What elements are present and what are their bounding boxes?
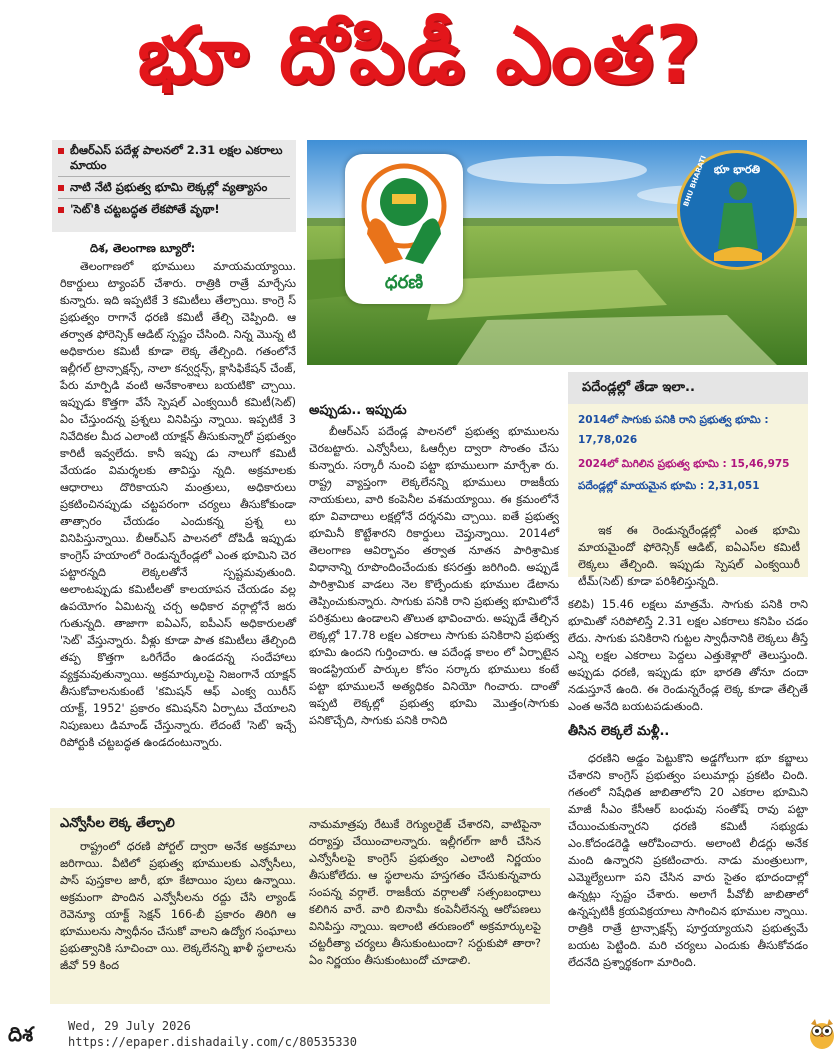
bullet-icon xyxy=(58,148,64,154)
highlight-item: బీఆర్ఎస్ పదేళ్ల పాలనలో 2.31 లక్షల ఎకరాలు మాయం xyxy=(58,143,290,173)
column-2 xyxy=(309,402,559,729)
stat-item: పదేండ్లల్లో మాయమైన భూమి : 2,31,051 xyxy=(578,480,760,492)
byline: దిశ, తెలంగాణ బ్యూరో: xyxy=(90,241,196,255)
stat-item: 2024లో మిగిలిన ప్రభుత్వ భూమి : 15,46,975 xyxy=(578,458,790,470)
bullet-icon xyxy=(58,185,64,191)
article-text: కలిపి) 15.46 లక్షలు మాత్రమే. సాగుకు పనికి రాని భూమితో సరిపోలిస్తే 2.31 లక్షల ఎకరాలు కనిపిం చడం లేదు. సాగుకు పనికిరాని గుట్టల స్వాధీనానికి లెక్కలు తీస్తే ఎన్ని లక్షల ఎకరాలు పెద్దలు ఎత్తుకెళ్లారో తెలుస్తుంది. అప్పుడు ధరణి, ఇప్పుడు భూ భారతి తోనూ దందా నడుస్తూనే ఉంది. ఈ రెండున్నరేండ్ల లెక్క కూడా తేల్చితే ఎంత అనేది బయటపడుతుంది. xyxy=(568,598,808,713)
dharani-label: ధరణి xyxy=(384,272,424,293)
footer-date: Wed, 29 July 2026 xyxy=(68,1019,191,1033)
article-text: ధరణిని అడ్డం పెట్టుకొని అడ్డగోలుగా భూ కబ్జాలు చేశారని కాంగ్రెస్ ప్రభుత్వం పలుమార్లు ప్రకటిం చింది. గతంలో నిషేధిత జాబితాలోని 20 ఎకరాల భూమిని మాజీ సీఎం కేసీఆర్ బంధువు సంతోష్ రావు పట్టా చేయించుకున్నారని ధరణి కమిటీ సభ్యుడు ఎం.కోదండరెడ్డి ఆరోపించారు. అలాంటి లీడర్లు అనేక మంది ఉన్నారని ప్రకటించారు. నాడు మంత్రులుగా, ఎమ్మెల్యేలుగా పని చేసిన వారు సైతం భూదందాల్లో ఉన్నట్లు స్పష్టం చేశారు. అలాగే పీవోబీ జాబితాలో ఉన్నప్పటికీ క్రయవిక్రయాలు సాగించిన భూముల న్నాయి. రాత్రికి రాత్రే ట్రాన్సాక్షన్స్ పూర్తయ్యాయని ప్రభుత్వమే బయట పెట్టింది. మరి చర్యలు ఎందుకు తీసుకోవడం లేదనేది ప్రశ్నార్థకంగా మారింది. xyxy=(568,752,808,969)
highlight-item: నాటి నేటి ప్రభుత్వ భూమి లెక్కల్లో వ్యత్యాసం xyxy=(58,176,290,195)
bhubharati-top-text: భూ భారతి xyxy=(713,163,761,176)
bottom-column-1: రాష్ట్రంలో ధరణి పోర్టల్ ద్వారా అనేక అక్రమాలు జరిగాయి. వీటిలో ప్రభుత్వ భూములకు ఎన్వోసీలు, పాస్ పుస్తకాల జారీ, భూ కేటాయిం పులు ఉన్నాయి. అక్రమంగా పొందిన ఎన్వోసీలను రద్దు చేసి ల్యాండ్ రెవెన్యూ యాక్ట్ సెక్షన్ 166-బీ ప్రకారం తిరిగి ఆ భూములను స్వాధీనం చేసుకో వాలని ఉద్యోగ సంఘాలు ప్రభుత్వానికి సూచించా యి. లెక్కలేనన్ని ఖాళీ స్థలాలను జీవో 59 కింద xyxy=(60,840,296,972)
footer-url[interactable]: https://epaper.dishadaily.com/c/80535330 xyxy=(68,1035,357,1049)
article-text: బీఆర్ఎస్ పదేండ్ల పాలనలో ప్రభుత్వ భూములను చెరబట్టారు. ఎన్వోసీలు, ఓఆర్సీల ద్వారా సొంతం చేసు కున్నారు. సర్కారీ నుంచి పట్టా భూములుగా మార్చేశా రు. రాష్ట్ర వ్యాప్తంగా లెక్కలేనన్ని భూములు రాజకీయ నాయకులు, వారి కంపెనీల వశమయ్యాయి. ఈ క్రమంలోనే భూ వివాదాలు లక్షల్లోనే దర్శనమి చ్చాయి. ఐతే ప్రభుత్వ భూమినీ కొట్టేశారని రికార్డులు చెప్తున్నాయి. 2014లో తెలంగాణ ఆవిర్భావం తర్వాత నూతన పారిశ్రామిక విధానాన్ని రూపొందించేందుకు కసరత్తు జరిగింది. అప్పుడే పారిశ్రామిక వాడలు నెల కొల్పేందుకు భూముల డేటాను తెప్పించుకున్నారు. సాగుకు పనికి రాని ప్రభుత్వ భూమిలోనే పరిశ్రమలు ఉండాలని తొలుత భావించారు. అప్పుడే తేల్చిన లెక్కల్లో 17.78 లక్షల ఎకరాలు సాగుకు పనికిరాని ప్రభుత్వ భూమి ఉందని గుర్తించారు. ఆ పదేండ్ల కాలం లో ఏర్పాటైన ఇండస్ట్రియల్ పార్కుల కోసం సర్కారు భూములు కంటే పట్టా భూములనే అత్యధికం వినియో గించారు. దాంతో ఇప్పటి లెక్కల్లో ప్రభుత్వ భూమి మొత్తం(సాగుకు పనికొచ్చేది, సాగుకు పనికి రానిది xyxy=(309,425,559,727)
stat-value: 17,78,026 xyxy=(578,434,638,446)
column-1 xyxy=(60,240,296,751)
bhubharati-side-text: BHU BHARATI xyxy=(682,154,708,208)
bottom-column-2: నామమాత్రపు రేటుకే రెగ్యులరైజ్ చేశారని, వాటిపైనా దర్యాప్తు చేయించాలన్నారు. ఇల్లీగల్‌గా జారీ చేసిన ఎన్వోసీలపై కాంగ్రెస్ ప్రభుత్వం ఎలాంటి నిర్ణయం తీసుకోలేదు. ఆ స్థలాలను హస్తగతం చేసుకున్నవారు సంపన్న వర్గాలే. రాజకీయ వర్గాలతో సత్సంబంధాలు కలిగిన వారే. వారి బినామీ కంపెనీలేనన్న ఆరోపణలు వినిపిస్తు న్నాయి. ఇలాంటి తరుణంలో అక్రమార్కులపై చట్టరీత్యా చర్యలు తీసుకుంటుందా? సర్దుకుపో తారా? ఏం నిర్ణయం తీసుకుంటుందో చూడాలి. xyxy=(309,818,541,967)
highlight-item: 'సెట్'కి చట్టబద్ధత లేకపోతే వృథా! xyxy=(58,198,290,217)
bottom-heading: ఎన్వోసీల లెక్క తేల్చాలి xyxy=(60,816,175,831)
sidebar-heading: పదేండ్లల్లో తేడా ఇలా.. xyxy=(568,372,808,404)
dharani-logo xyxy=(345,154,463,304)
footer xyxy=(68,1018,357,1050)
farmland-photo xyxy=(307,140,807,365)
article-text: తెలంగాణలో భూములు మాయమయ్యాయి. రికార్డులు ట్యాంపర్ చేశారు. రాత్రికి రాత్రే మార్చేసు కున్నారు. ఇది ఇప్పటికే 3 కమిటీలు తేల్చాయి. కాంగ్రె స్ ప్రభుత్వం రాగానే ధరణి కమిటీ తేల్చి చెప్పింది. ఆ తర్వాత ఫోరెన్సిక్ ఆడిట్ స్పష్టం చేసింది. నిన్న మొన్న టి అధికారుల కమిటీ కూడా లెక్క తేల్చింది. గతంలోనే ఇల్లీగల్ ట్రాన్సాక్షన్స్, నాలా కన్వర్షన్స్, క్లాసిఫికేషన్ చేంజ్, పేరు మార్పిడి వంటి అనేకాంశాలు బయటికొ చ్చాయి. ఇప్పుడు కొత్తగా వేసే స్పెషల్ ఎంక్వయిరీ కమిటీ(సెట్) ఏం చేస్తుందన్న ప్రశ్నలు వినిపిస్తు న్నాయి. ఇప్పటికే 3 నివేదికల మీద ఎలాంటి యాక్షన్ తీసుకున్నారో ప్రభుత్వం కారిటీ ఇవ్వలేదు. కానీ ఇప్పు డు నాలుగో కమిటీ వేయడం విమర్శలకు తావిస్తు న్నది. అక్రమాలకు ఆధారాలు దొరికాయని మంత్రులు, అధికారులు ప్రకటించినప్పుడు చట్టపరంగా చర్యలు తీసుకోకుండా తాత్సారం చేయడం ఎందుకన్న ప్రశ్న లు వినిపిస్తున్నాయి. బీఆర్ఎస్ పాలనలో దోపిడీ ఇప్పుడు కాంగ్రెస్ హయాంలో రెండున్నరేండ్లలో ఎంత భూమిని చెర పట్టారన్నది లెక్కలతోనే స్పష్టమవుతుంది. అలాంటప్పుడు కమిటీలతో కాలయాపన చేయడం వల్ల ఉపయోగం ఏమిటన్న చర్చ అధికార వర్గాల్లోనే జరు గుతున్నది. తాజాగా ఐఏఎస్, ఐపీఎస్ అధికారులతో 'సెట్' వేస్తున్నారు. వీళ్లు కూడా పాత కమిటీలు తేల్చింది తప్ప కొత్తగా ఒరిగేదేం ఉండదన్న సందేహాలు వ్యక్తమవుతున్నాయి. అక్రమార్కులపై నిజంగానే యాక్షన్ తీసుకోవాలనుకుంటే 'కమిషన్ ఆఫ్ ఎంక్వ యిరీస్ యాక్ట్, 1952' ప్రకారం కమిషన్‌ని ఏర్పాటు చేయాలని నిపుణులు డిమాండ్ చేస్తున్నారు. లేదంటే 'సెట్' ఇచ్చే రిపోర్టుకి చట్టబద్ధత ఉండదంటున్నారు. xyxy=(60,260,296,749)
stat-label: 2014లో సాగుకు పనికి రాని ప్రభుత్వ భూమి : xyxy=(578,414,769,426)
highlights-box xyxy=(52,140,296,232)
sidebar-text: ఇక ఈ రెండున్నరేండ్లల్లో ఎంత భూమి మాయమైందో ఫోరెన్సిక్ ఆడిట్, ఐఏఎస్‌ల కమిటీ లెక్కలు తేల్చింది. ఇప్పుడు స్పెషల్ ఎంక్వయిరీ టీమ్(సెట్) కూడా పరిశీలిస్తున్నది. xyxy=(578,524,800,588)
owl-icon xyxy=(808,1016,836,1050)
bullet-icon xyxy=(58,207,64,213)
section-heading: తీసిన లెక్కలే మళ్లీ.. xyxy=(568,724,670,739)
column-3 xyxy=(568,596,808,971)
bhubharati-logo xyxy=(677,150,797,270)
disha-logo: దిశ xyxy=(8,1022,34,1046)
headline: భూ దోపిడీ ఎంత? xyxy=(137,10,703,101)
section-heading: అప్పుడు.. ఇప్పుడు xyxy=(309,403,407,418)
